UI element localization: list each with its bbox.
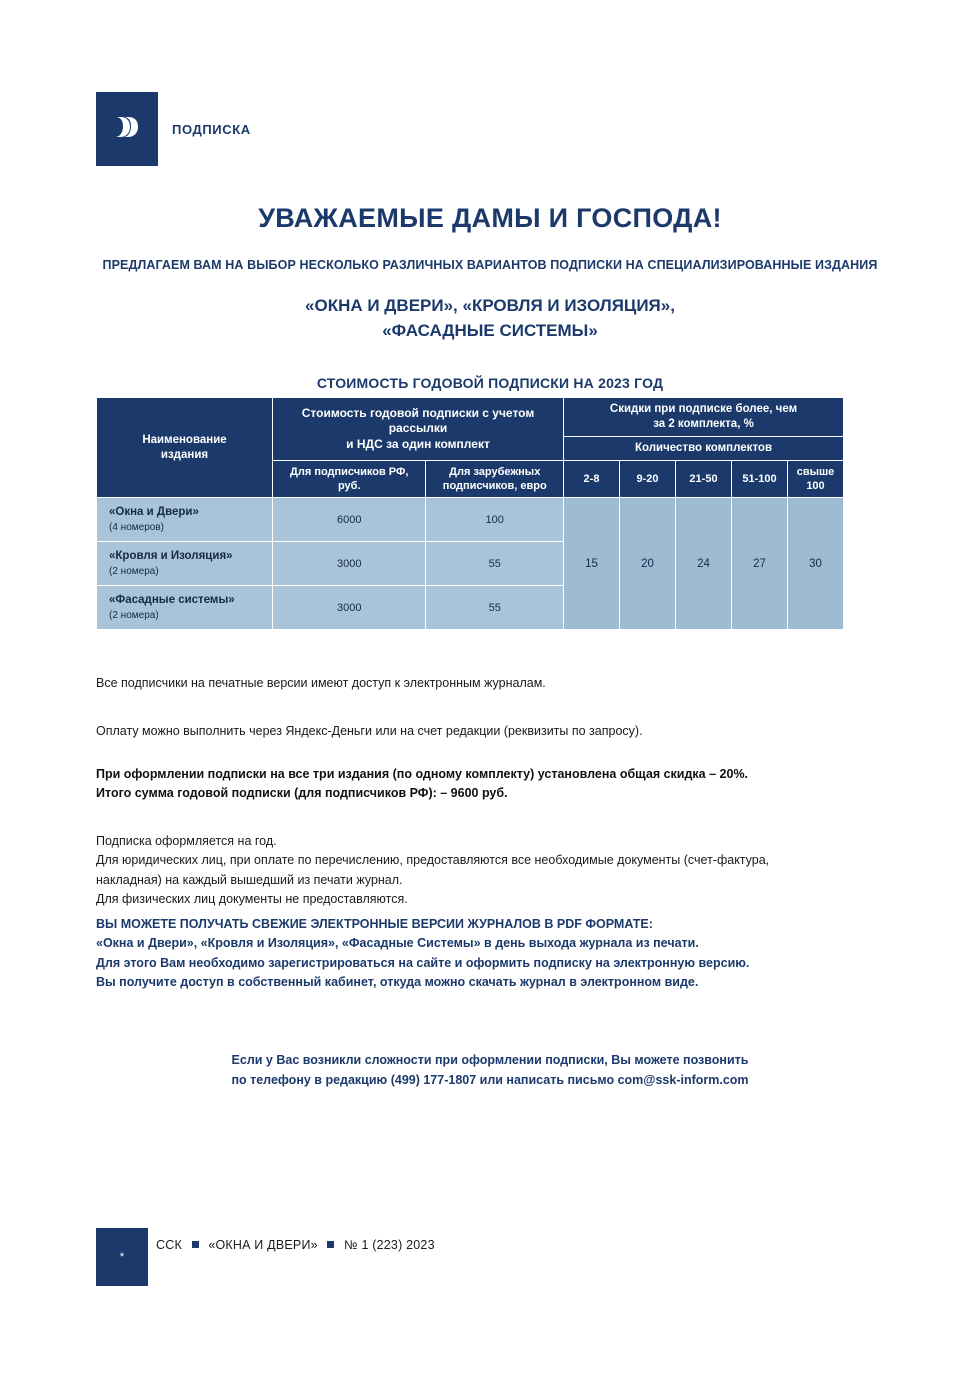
row-edition-issues: (4 номеров) (109, 522, 164, 534)
table-header-row-1 (97, 398, 844, 437)
th-price-eur-line1: Для зарубежных (449, 465, 541, 478)
row-price-rub: 3000 (273, 586, 426, 630)
price-table (96, 397, 844, 630)
row-price-eur: 55 (426, 586, 564, 630)
th-discount-group (564, 398, 844, 437)
row-price-rub: 6000 (273, 498, 426, 542)
th-quantity-group: Количество комплектов (564, 436, 844, 460)
contacts-line-2: по телефону в редакцию (499) 177-1807 или написать письмо com@ssk-inform.com (231, 1073, 749, 1087)
paragraph-contacts (0, 1050, 980, 1090)
th-price-group (273, 398, 564, 461)
th-qty-9-20: 9-20 (620, 460, 676, 498)
table-body (97, 498, 844, 630)
table-row (97, 498, 844, 542)
terms-line-2: Для юридических лиц, при оплате по перечислению, предоставляются все необходимые документы (счет-фактура, (96, 853, 770, 868)
row-edition-name (97, 498, 273, 542)
th-qty-51-100: 51-100 (732, 460, 788, 498)
th-edition-name (97, 398, 273, 498)
terms-line-3: накладная) на каждый вышедший из печати журнал. (96, 872, 403, 887)
bundle-discount-line-1: При оформлении подписки на все три издания (по одному комплекту) установлена общая скидка – 20%. (96, 767, 749, 781)
th-qty-over-100 (788, 460, 844, 498)
row-price-eur: 55 (426, 542, 564, 586)
th-discount-group-line1: Скидки при подписке более, чем (609, 403, 798, 415)
page-subtitle: ПРЕДЛАГАЕМ ВАМ НА ВЫБОР НЕСКОЛЬКО РАЗЛИЧНЫХ ВАРИАНТОВ ПОДПИСКИ НА СПЕЦИАЛИЗИРОВАННЫЕ ИЗДАНИЯ (102, 258, 878, 272)
paragraph-pdf-versions (96, 915, 886, 993)
paragraph-payment: Оплату можно выполнить через Яндекс-Деньги или на счет редакции (реквизиты по запросу). (96, 724, 643, 738)
ssk-logo-icon (96, 92, 158, 166)
editions-list (0, 294, 980, 343)
pdf-line-3: Для этого Вам необходимо зарегистрироваться на сайте и оформить подписку на электронную версию. (96, 955, 750, 970)
editions-line-1: «ОКНА И ДВЕРИ», «КРОВЛЯ И ИЗОЛЯЦИЯ», (305, 296, 675, 315)
footer-publisher: ССК (156, 1238, 182, 1252)
document-header (96, 92, 251, 166)
square-separator-icon (192, 1241, 199, 1248)
footer-imprint (156, 1238, 435, 1252)
terms-line-4: Для физических лиц документы не предоставляются. (96, 892, 408, 907)
discount-over-100: 30 (788, 498, 844, 630)
row-edition-issues: (2 номера) (109, 610, 159, 622)
terms-line-1: Подписка оформляется на год. (96, 834, 277, 848)
footer-issue: № 1 (223) 2023 (344, 1238, 435, 1252)
th-qty-over-100-line1: свыше (796, 465, 835, 478)
th-price-group-line1: Стоимость годовой подписки с учетом рассылки (301, 405, 535, 436)
th-price-eur-line2: подписчиков, евро (442, 480, 547, 493)
paragraph-terms (96, 832, 886, 910)
row-edition-name (97, 542, 273, 586)
row-edition-name (97, 586, 273, 630)
pdf-line-1: ВЫ МОЖЕТЕ ПОЛУЧАТЬ СВЕЖИЕ ЭЛЕКТРОННЫЕ ВЕРСИИ ЖУРНАЛОВ В PDF ФОРМАТЕ: (96, 917, 653, 931)
bundle-discount-line-2: Итого сумма годовой подписки (для подписчиков РФ): – 9600 руб. (96, 786, 508, 801)
row-edition-title: «Окна и Двери» (109, 505, 199, 518)
row-price-rub: 3000 (273, 542, 426, 586)
th-edition-name-line1: Наименование (142, 433, 227, 446)
discount-9-20: 20 (620, 498, 676, 630)
row-edition-title: «Кровля и Изоляция» (109, 549, 233, 562)
th-edition-name-line2: издания (160, 448, 209, 461)
page-title: УВАЖАЕМЫЕ ДАМЫ И ГОСПОДА! (258, 203, 722, 233)
table-caption: СТОИМОСТЬ ГОДОВОЙ ПОДПИСКИ НА 2023 ГОД (316, 375, 664, 391)
discount-21-50: 24 (676, 498, 732, 630)
pdf-line-4: Вы получите доступ в собственный кабинет, откуда можно скачать журнал в электронном виде. (96, 975, 699, 990)
th-qty-21-50: 21-50 (676, 460, 732, 498)
row-price-eur: 100 (426, 498, 564, 542)
row-edition-title: «Фасадные системы» (109, 593, 235, 606)
page-number-box: * (96, 1228, 148, 1286)
th-price-group-line2: и НДС за один комплект (346, 436, 490, 451)
th-qty-2-8: 2-8 (564, 460, 620, 498)
discount-51-100: 27 (732, 498, 788, 630)
th-price-rub-line2: руб. (337, 480, 361, 493)
paragraph-access: Все подписчики на печатные версии имеют доступ к электронным журналам. (96, 676, 546, 690)
th-price-rub (273, 460, 426, 498)
contacts-line-1: Если у Вас возникли сложности при оформлении подписки, Вы можете позвонить (231, 1053, 749, 1067)
th-price-eur (426, 460, 564, 498)
discount-2-8: 15 (564, 498, 620, 630)
row-edition-issues: (2 номера) (109, 566, 159, 578)
table-head (97, 398, 844, 498)
footer-magazine: «ОКНА И ДВЕРИ» (208, 1238, 318, 1252)
paragraph-bundle-discount (96, 765, 886, 804)
editions-line-2: «ФАСАДНЫЕ СИСТЕМЫ» (382, 320, 598, 340)
square-separator-icon (327, 1241, 334, 1248)
pdf-line-2: «Окна и Двери», «Кровля и Изоляция», «Фасадные Системы» в день выхода журнала из печати. (96, 936, 699, 951)
th-qty-over-100-line2: 100 (806, 480, 825, 493)
th-discount-group-line2: за 2 комплекта, % (653, 417, 754, 430)
header-label: ПОДПИСКА (172, 121, 251, 137)
th-price-rub-line1: Для подписчиков РФ, (290, 465, 409, 478)
